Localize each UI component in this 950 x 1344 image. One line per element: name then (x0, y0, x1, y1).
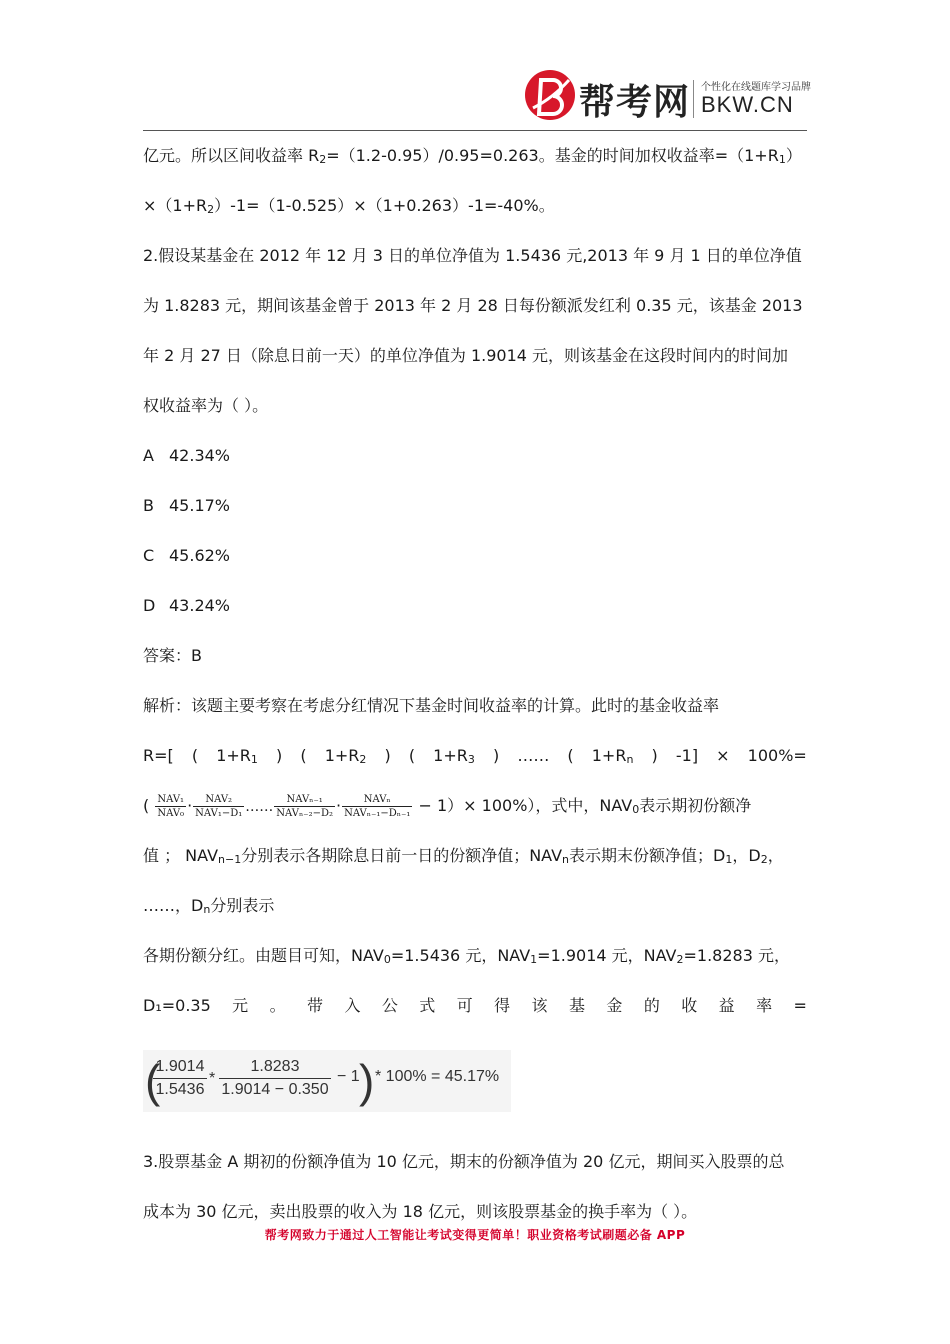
fraction: $\frac{\text{NAVₙ₋₁}}{\text{NAVₙ₋₂−D₂}}$ (276, 794, 333, 819)
option-c[interactable]: C 45.62% (143, 546, 231, 565)
formula-image: ( 1.9014 1.5436 * 1.8283 1.9014 − 0.350 − 1 ) * 100% = 45.17% (143, 1050, 511, 1112)
option-d[interactable]: D 43.24% (143, 596, 231, 615)
fraction: 1.8283 1.9014 − 0.350 (219, 1056, 331, 1101)
answer: 答案：B (143, 646, 202, 665)
brand-logo[interactable] (523, 66, 811, 126)
fraction: $\frac{\text{NAVₙ}}{\text{NAVₙ₋₁−Dₙ₋₁}}$ (344, 794, 411, 819)
option-b[interactable]: B 45.17% (143, 496, 231, 515)
formula-fraction-line: ( $\frac{\text{NAV₁}}{\text{NAV₀}}$ · $\frac{\text{NAV₂}}{\text{NAV₁−D₁}}$ …… $\frac{\text{NAVₙ₋₁}}{\text{NAVₙ₋₂−D₂}}$ · $\frac{\text{NAVₙ}}{\text{NAVₙ₋₁−Dₙ₋₁}}$ − 1）× 100%），式中，$NAV_0$表示期初份额净 (143, 794, 752, 819)
text-line: 各期份额分红。由题目可知，$NAV_0=1.5436$ 元，$NAV_1=1.9014$ 元，$NAV_2=1.8283$ 元， (143, 946, 790, 966)
formula-line: R=[ ( $1+R_1$ ) ( $1+R_2$ ) ( $1+R_3$ ) …… ( $1+R_n$ ) -1] × 100%= (143, 746, 807, 766)
page-header (143, 60, 811, 132)
logo-chinese-text: 帮考网 (579, 82, 691, 123)
footer-slogan: 帮考网致力于通过人工智能让考试变得更简单！职业资格考试刷题必备 APP (264, 1228, 686, 1242)
justified-line: D₁=0.35 元 。 带 入 公 式 可 得 该 基 金 的 收 益 率 = (143, 996, 807, 1015)
question-stem-line: 3.股票基金 A 期初的份额净值为 10 亿元，期末的份额净值为 20 亿元，期间买入股票的总 (143, 1152, 785, 1171)
question-stem-line: 成本为 30 亿元，卖出股票的收入为 18 亿元，则该股票基金的换手率为（ ）。 (143, 1202, 698, 1221)
fraction: 1.9014 1.5436 (153, 1056, 207, 1101)
question-3 (143, 1137, 807, 1237)
question-stem-line: 权收益率为（ ）。 (143, 396, 269, 415)
logo-b-icon (523, 68, 577, 122)
question-stem-line: 年 2 月 27 日（除息日前一天）的单位净值为 1.9014 元，则该基金在这段时间内的时间加 (143, 346, 789, 365)
logo-tagline: 个性化在线题库学习品牌 (701, 82, 811, 93)
text-line: 亿元。所以区间收益率 $R_2=(1.2-0.95)/0.95=0.263$。基金的时间加权收益率$=(1+R_1)$ (143, 146, 802, 166)
analysis-line: 解析：该题主要考察在考虑分红情况下基金时间收益率的计算。此时的基金收益率 (143, 696, 720, 715)
text-line: $\times(1+R_2)-1=(1-0.525)\times(1+0.263)-1=-40\%$。 (143, 196, 555, 216)
text-line: 值 ； $NAV_{n-1}$分别表示各期除息日前一日的份额净值；$NAV_n$表示期末份额净值；$D_1$，$D_2$， (143, 846, 784, 866)
fraction: $\frac{\text{NAV₂}}{\text{NAV₁−D₁}}$ (195, 794, 243, 819)
option-a[interactable]: A 42.34% (143, 446, 231, 465)
logo-english-text: BKW.CN (701, 92, 794, 117)
document-body (143, 131, 807, 1031)
text-line: ……，$D_n$分别表示 (143, 896, 275, 916)
question-stem-line: 2.假设某基金在 2012 年 12 月 3 日的单位净值为 1.5436 元,2013 年 9 月 1 日的单位净值 (143, 246, 802, 265)
fraction: $\frac{\text{NAV₁}}{\text{NAV₀}}$ (157, 794, 185, 819)
question-2 (143, 231, 807, 1031)
question-stem-line: 为 1.8283 元，期间该基金曾于 2013 年 2 月 28 日每份额派发红利 0.35 元，该基金 2013 (143, 296, 803, 315)
logo-divider (693, 80, 694, 118)
